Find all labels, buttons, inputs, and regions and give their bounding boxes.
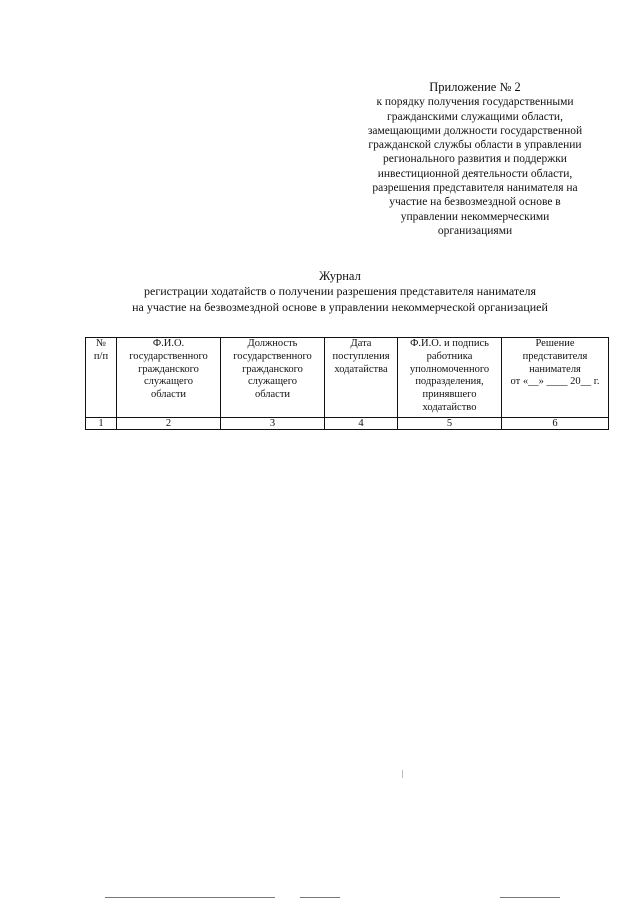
scan-footer-rule bbox=[300, 897, 340, 898]
appendix-line: инвестиционной деятельности области, bbox=[377, 167, 573, 180]
appendix-line: участие на безвозмездной основе в bbox=[389, 196, 561, 209]
header-line: ходатайства bbox=[334, 363, 388, 375]
header-line: Решение bbox=[535, 338, 575, 349]
header-line: государственного bbox=[129, 350, 208, 362]
column-number-cell: 4 bbox=[325, 418, 398, 430]
header-line: Ф.И.О. и подпись bbox=[410, 338, 489, 349]
table-row bbox=[86, 418, 609, 430]
table-header-row bbox=[86, 338, 609, 418]
header-line: гражданского bbox=[138, 363, 199, 375]
journal-subtitle-line: на участие на безвозмездной основе в управлении некоммерческой организацией bbox=[132, 299, 548, 314]
header-cell-date bbox=[325, 338, 398, 418]
header-line: п/п bbox=[93, 350, 109, 362]
journal-heading bbox=[60, 268, 620, 315]
header-cell-fio bbox=[117, 338, 221, 418]
header-line: области bbox=[150, 389, 187, 401]
scan-footer-rule bbox=[500, 897, 560, 898]
scan-footer-rule bbox=[105, 897, 275, 898]
header-line: ходатайство bbox=[422, 401, 477, 413]
header-line: Должность bbox=[247, 338, 298, 349]
header-line: государственного bbox=[233, 350, 312, 362]
header-cell-position bbox=[221, 338, 325, 418]
header-line: работника bbox=[426, 350, 473, 362]
header-line: нанимателя bbox=[529, 363, 581, 375]
journal-subtitle-line: регистрации ходатайств о получении разрешения представителя нанимателя bbox=[144, 284, 536, 298]
registration-table bbox=[85, 337, 609, 430]
header-cell-number bbox=[86, 338, 117, 418]
header-line: области bbox=[254, 389, 291, 401]
header-line: принявшего bbox=[422, 389, 477, 401]
header-line: № bbox=[95, 338, 107, 349]
appendix-line: замещающими должности государственной bbox=[367, 124, 583, 137]
appendix-block bbox=[330, 80, 620, 238]
column-number-cell: 5 bbox=[398, 418, 502, 430]
header-line: представителя bbox=[522, 350, 588, 362]
scan-speck bbox=[402, 770, 403, 778]
appendix-line: разрешения представителя нанимателя на bbox=[372, 182, 578, 195]
journal-title: Журнал bbox=[319, 269, 361, 283]
appendix-line: управлении некоммерческими bbox=[400, 210, 550, 223]
column-number-cell: 6 bbox=[502, 418, 609, 430]
header-line: Дата bbox=[350, 338, 372, 349]
decision-date-line: от «__» ____ 20__ г. bbox=[510, 376, 600, 388]
column-number-cell: 1 bbox=[86, 418, 117, 430]
column-number-cell: 3 bbox=[221, 418, 325, 430]
appendix-title: Приложение № 2 bbox=[429, 80, 521, 94]
appendix-line: к порядку получения государственными bbox=[376, 96, 574, 109]
appendix-line: организациями bbox=[437, 224, 513, 237]
header-line: служащего bbox=[248, 376, 297, 388]
header-line: подразделения, bbox=[415, 376, 484, 388]
header-line: поступления bbox=[332, 350, 390, 362]
header-cell-decision bbox=[502, 338, 609, 418]
header-cell-receiver bbox=[398, 338, 502, 418]
appendix-line: регионального развития и поддержки bbox=[383, 153, 567, 166]
appendix-line: гражданскими служащими области, bbox=[387, 110, 563, 123]
header-line: гражданского bbox=[242, 363, 303, 375]
header-line: Ф.И.О. bbox=[152, 338, 185, 349]
column-number-cell: 2 bbox=[117, 418, 221, 430]
appendix-line: гражданской службы области в управлении bbox=[368, 139, 582, 152]
header-line: служащего bbox=[144, 376, 193, 388]
header-line: уполномоченного bbox=[409, 363, 490, 375]
